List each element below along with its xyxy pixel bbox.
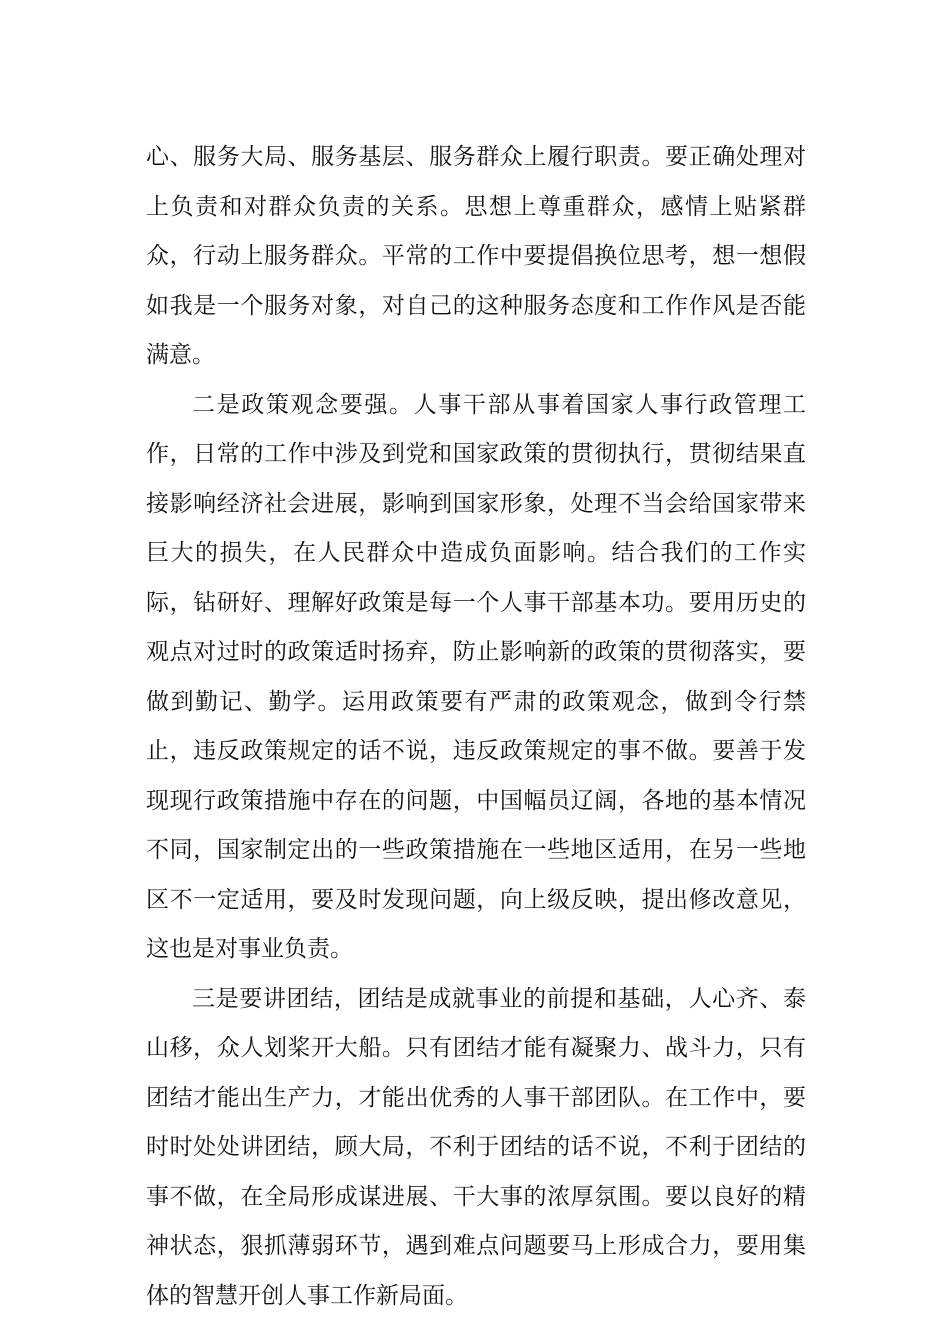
paragraph-unity: 三是要讲团结，团结是成就事业的前提和基础，人心齐、泰山移，众人划桨开大船。只有团结才能有凝聚力、战斗力，只有团结才能出生产力，才能出优秀的人事干部团队。在工作中，要时时处处讲团结，顾大局，不利于团结的话不说，不利于团结的事不做，在全局形成谋进展、干大事的浓厚氛围。要以良好的精神状态，狠抓薄弱环节，遇到难点问题要马上形成合力，要用集体的智慧开创人事工作新局面。 (146, 985, 806, 1309)
paragraph-policy: 二是政策观念要强。人事干部从事着国家人事行政管理工作，日常的工作中涉及到党和国家政策的贯彻执行，贯彻结果直接影响经济社会进展，影响到国家形象，处理不当会给国家带来巨大的损失，在人民群众中造成负面影响。结合我们的工作实际，钻研好、理解好政策是每一个人事干部基本功。要用历史的观点对过时的政策适时扬弃，防止影响新的政策的贯彻落实，要做到勤记、勤学。运用政策要有严肃的政策观念，做到令行禁止，违反政策规定的话不说，违反政策规定的事不做。要善于发现现行政策措施中存在的问题，中国幅员辽阔，各地的基本情况不同，国家制定出的一些政策措施在一些地区适用，在另一些地区不一定适用，要及时发现问题，向上级反映，提出修改意见，这也是对事业负责。 (146, 391, 806, 962)
paragraph-continued: 心、服务大局、服务基层、服务群众上履行职责。要正确处理对上负责和对群众负责的关系。思想上尊重群众，感情上贴紧群众，行动上服务群众。平常的工作中要提倡换位思考，想一想假如我是一个服务对象，对自己的这种服务态度和工作作风是否能满意。 (146, 144, 806, 368)
document-body (146, 133, 806, 1321)
